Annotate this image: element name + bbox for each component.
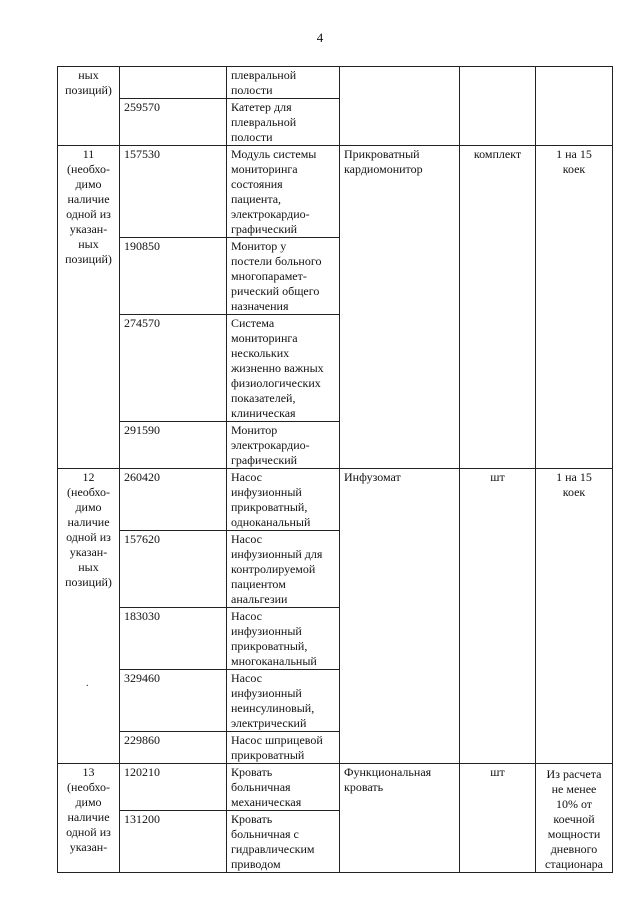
device-name-cell: Насос инфузионный для контролируемой пациентом анальгезии	[227, 531, 340, 608]
device-name-cell: Кровать больничная механическая	[227, 764, 340, 811]
code-cell: 131200	[120, 811, 227, 873]
device-name-cell: плевральной полости	[227, 67, 340, 99]
device-name-cell: Насос шприцевой прикроватный	[227, 732, 340, 764]
code-cell: 183030	[120, 608, 227, 670]
unit-cell: комплект	[460, 146, 536, 469]
code-cell: 260420	[120, 469, 227, 531]
norm-cell	[536, 67, 613, 146]
code-cell: 157530	[120, 146, 227, 238]
device-name-cell: Насос инфузионный неинсулиновый, электрический	[227, 670, 340, 732]
item-number-cell: ных позиций)	[58, 67, 120, 146]
norm-cell: Из расчета не менее 10% от коечной мощности дневного стационара	[536, 764, 613, 873]
table-row	[58, 764, 613, 811]
device-name-cell: Система мониторинга нескольких жизненно важных физиологических показателей, клиническая	[227, 315, 340, 422]
code-cell	[120, 67, 227, 99]
group-name-cell: Прикроватный кардиомонитор	[340, 146, 460, 469]
group-name-cell	[340, 67, 460, 146]
code-cell: 190850	[120, 238, 227, 315]
unit-cell: шт	[460, 764, 536, 873]
stray-mark: .	[86, 678, 89, 689]
code-cell: 120210	[120, 764, 227, 811]
device-name-cell: Модуль системы мониторинга состояния пациента, электрокардио- графический	[227, 146, 340, 238]
code-cell: 274570	[120, 315, 227, 422]
table-row	[58, 146, 613, 238]
norm-cell: 1 на 15 коек	[536, 469, 613, 764]
group-name-cell: Функциональная кровать	[340, 764, 460, 873]
table-row	[58, 67, 613, 99]
device-name-cell: Насос инфузионный прикроватный, многоканальный	[227, 608, 340, 670]
code-cell: 259570	[120, 99, 227, 146]
unit-cell	[460, 67, 536, 146]
device-name-cell: Катетер для плевральной полости	[227, 99, 340, 146]
unit-cell: шт	[460, 469, 536, 764]
item-number-cell: 11 (необхо- димо наличие одной из указан- ных позиций)	[58, 146, 120, 469]
group-name-cell: Инфузомат	[340, 469, 460, 764]
device-name-cell: Монитор электрокардио- графический	[227, 422, 340, 469]
code-cell: 157620	[120, 531, 227, 608]
item-number-cell: 12 (необхо- димо наличие одной из указан- ных позиций)	[58, 469, 120, 764]
code-cell: 229860	[120, 732, 227, 764]
table-row	[58, 469, 613, 531]
item-number-cell: 13 (необхо- димо наличие одной из указан-	[58, 764, 120, 873]
device-name-cell: Насос инфузионный прикроватный, одноканальный	[227, 469, 340, 531]
device-name-cell: Монитор у постели больного многопарамет- рический общего назначения	[227, 238, 340, 315]
page-number: 4	[316, 30, 324, 45]
equipment-table	[57, 66, 613, 873]
device-name-cell: Кровать больничная с гидравлическим приводом	[227, 811, 340, 873]
code-cell: 329460	[120, 670, 227, 732]
norm-cell: 1 на 15 коек	[536, 146, 613, 469]
code-cell: 291590	[120, 422, 227, 469]
